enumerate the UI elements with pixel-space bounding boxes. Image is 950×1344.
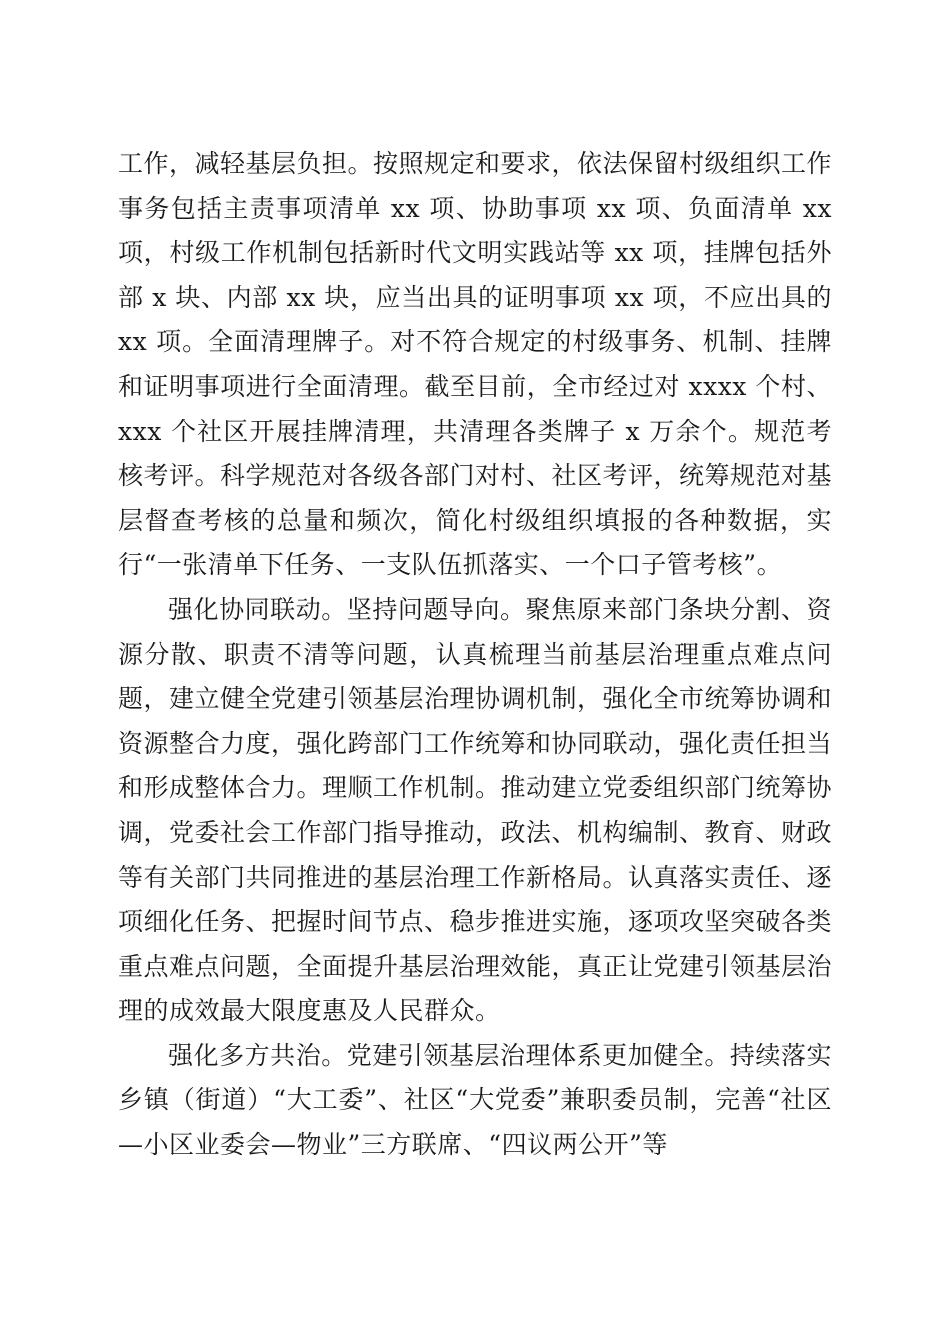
- paragraph-collaboration: 强化协同联动。坚持问题导向。聚焦原来部门条块分割、资源分散、职责不清等问题，认真梳理当前基层治理重点难点问题，建立健全党建引领基层治理协调机制，强化全市统筹协调和资源整合力度，强化跨部门工作统筹和协同联动，强化责任担当和形成整体合力。理顺工作机制。推动建立党委组织部门统筹协调，党委社会工作部门指导推动，政法、机构编制、教育、财政等有关部门共同推进的基层治理工作新格局。认真落实责任、逐项细化任务、把握时间节点、稳步推进实施，逐项攻坚突破各类重点难点问题，全面提升基层治理效能，真正让党建引领基层治理的成效最大限度惠及人民群众。: [118, 594, 833, 1026]
- paragraph-multi-party-governance: 强化多方共治。党建引领基层治理体系更加健全。持续落实乡镇（街道）“大工委”、社区“大党委”兼职委员制，完善“社区—小区业委会—物业”三方联席、“四议两公开”等: [118, 1040, 832, 1160]
- paragraph-reduce-burden: 工作，减轻基层负担。按照规定和要求，依法保留村级组织工作事务包括主责事项清单 xx 项、协助事项 xx 项、负面清单 xx 项，村级工作机制包括新时代文明实践站等 xx 项，挂牌包括外部 x 块、内部 xx 块，应当出具的证明事项 xx 项，不应出具的 xx 项。全面清理牌子。对不符合规定的村级事务、机制、挂牌和证明事项进行全面清理。截至目前，全市经过对 xxxx 个村、xxx 个社区开展挂牌清理，共清理各类牌子 x 万余个。规范考核考评。科学规范对各级各部门对村、社区考评，统筹规范对基层督查考核的总量和频次，简化村级组织填报的各种数据，实行“一张清单下任务、一支队伍抓落实、一个口子管考核”。: [118, 149, 833, 580]
- document-body: [118, 142, 832, 1168]
